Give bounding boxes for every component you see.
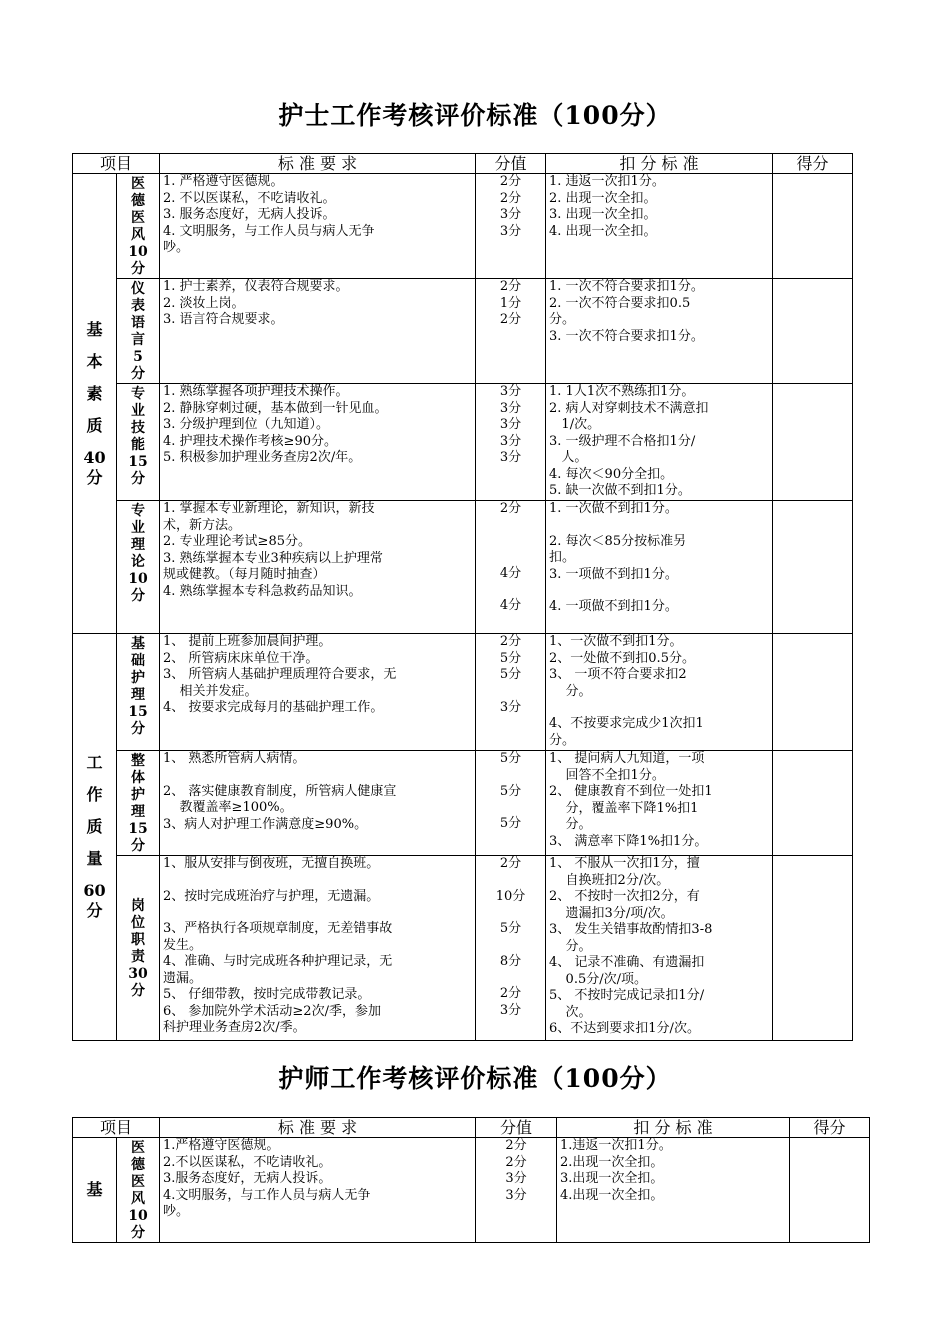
group-label-job-duties: 岗 位 职 责 30 分 — [117, 856, 160, 1041]
deduction-cell: 1、 不服从一次扣1分，擅 自换班扣2分/次。 2、 不按时一次扣2分，有 遗漏扣3分/项/次。 3、 发生关错事故酌情扣3-8 分。 4、 记录不准确、有遗漏扣 0.5分/次/项。 5、 不按时完成记录扣1分/ 次。 6、不达到要求扣1分/次。 — [546, 856, 773, 1041]
section-basic-quality: 基 本 素 质 40 分 — [73, 174, 117, 634]
score-obtained-cell[interactable] — [773, 501, 853, 634]
score-value-cell: 2分 2分 3分 3分 — [476, 1138, 557, 1243]
score-value-cell: 2分 1分 2分 — [476, 279, 546, 384]
requirements-cell: 1. 熟练掌握各项护理技术操作。 2. 静脉穿刺过硬，基本做到一针见血。 3. 分级护理到位（九知道）。 4. 护理技术操作考核≥90分。 5. 积极参加护理业务查房2次/年。 — [160, 384, 476, 501]
deduction-cell: 1. 1人1次不熟练扣1分。 2. 病人对穿刺技术不满意扣 1/次。 3. 一级护理不合格扣1分/ 人。 4. 每次＜90分全扣。 5. 缺一次做不到扣1分。 — [546, 384, 773, 501]
senior-nurse-assessment-table — [72, 1117, 870, 1243]
score-value-cell: 2分 4分 4分 — [476, 501, 546, 634]
table-header-row — [73, 1118, 870, 1138]
score-obtained-cell[interactable] — [790, 1138, 870, 1243]
table-row — [73, 501, 853, 634]
group-label-basic-nursing: 基 础 护 理 15 分 — [117, 634, 160, 751]
score-value-cell: 2分 10分 5分 8分 2分 3分 — [476, 856, 546, 1041]
requirements-cell: 1、 熟悉所管病人病情。 2、 落实健康教育制度，所管病人健康宣 教覆盖率≥100%。 3、病人对护理工作满意度≥90%。 — [160, 751, 476, 856]
header-score-value: 分值 — [476, 1118, 557, 1138]
requirements-cell: 1、服从安排与倒夜班，无擅自换班。 2、按时完成班治疗与护理，无遗漏。 3、严格执行各项规章制度，无差错事故 发生。 4、准确、与时完成班各种护理记录，无 遗漏。 5、 仔细带教，按时完成带教记录。 6、 参加院外学术活动≥2次/季，参加 科护理业务查房2次/季。 — [160, 856, 476, 1041]
header-deduction: 扣 分 标 准 — [557, 1118, 790, 1138]
table-row — [73, 634, 853, 751]
table1-title: 护士工作考核评价标准（100分） — [278, 101, 672, 130]
score-obtained-cell[interactable] — [773, 279, 853, 384]
nurse-assessment-table — [72, 153, 853, 1041]
table-header-row — [73, 154, 853, 174]
requirements-cell: 1. 严格遵守医德规。 2. 不以医谋私，不吃请收礼。 3. 服务态度好，无病人投诉。 4. 文明服务，与工作人员与病人无争 吵。 — [160, 174, 476, 279]
deduction-cell: 1. 违返一次扣1分。 2. 出现一次全扣。 3. 出现一次全扣。 4. 出现一次全扣。 — [546, 174, 773, 279]
deduction-cell: 1. 一次不符合要求扣1分。 2. 一次不符合要求扣0.5 分。 3. 一次不符合要求扣1分。 — [546, 279, 773, 384]
requirements-cell: 1. 掌握本专业新理论，新知识，新技 术，新方法。 2. 专业理论考试≥85分。 3. 熟练掌握本专业3种疾病以上护理常 规或健教。（每月随时抽查） 4. 熟练掌握本专科急救药品知识。 — [160, 501, 476, 634]
header-item: 项目 — [73, 154, 160, 174]
score-value-cell: 2分 2分 3分 3分 — [476, 174, 546, 279]
header-requirements: 标 准 要 求 — [160, 1118, 476, 1138]
score-obtained-cell[interactable] — [773, 751, 853, 856]
deduction-cell: 1、一次做不到扣1分。 2、一处做不到扣0.5分。 3、 一项不符合要求扣2 分。 4、不按要求完成少1次扣1 分。 — [546, 634, 773, 751]
table-row — [73, 384, 853, 501]
score-value-cell: 3分 3分 3分 3分 3分 — [476, 384, 546, 501]
deduction-cell: 1. 一次做不到扣1分。 2. 每次＜85分按标准另 扣。 3. 一项做不到扣1分。 4. 一项做不到扣1分。 — [546, 501, 773, 634]
requirements-cell: 1、 提前上班参加晨间护理。 2、 所管病床床单位干净。 3、 所管病人基础护理质理符合要求，无 相关并发症。 4、 按要求完成每月的基础护理工作。 — [160, 634, 476, 751]
header-score-value: 分值 — [476, 154, 546, 174]
table-row — [73, 1138, 870, 1243]
section-basic-quality: 基 — [73, 1138, 117, 1243]
requirements-cell: 1.严格遵守医德规。 2.不以医谋私，不吃请收礼。 3.服务态度好，无病人投诉。 4.文明服务，与工作人员与病人无争 吵。 — [160, 1138, 476, 1243]
header-item: 项目 — [73, 1118, 160, 1138]
score-value-cell: 2分 5分 5分 3分 — [476, 634, 546, 751]
score-value-cell: 5分 5分 5分 — [476, 751, 546, 856]
section-work-quality: 工 作 质 量 60 分 — [73, 634, 117, 1041]
score-obtained-cell[interactable] — [773, 856, 853, 1041]
header-requirements: 标 准 要 求 — [160, 154, 476, 174]
group-label-professional-skills: 专 业 技 能 15 分 — [117, 384, 160, 501]
group-label-holistic-nursing: 整 体 护 理 15 分 — [117, 751, 160, 856]
table-row — [73, 174, 853, 279]
deduction-cell: 1.违返一次扣1分。 2.出现一次全扣。 3.出现一次全扣。 4.出现一次全扣。 — [557, 1138, 790, 1243]
header-deduction: 扣 分 标 准 — [546, 154, 773, 174]
header-score-obtained: 得分 — [773, 154, 853, 174]
table-row — [73, 856, 853, 1041]
score-obtained-cell[interactable] — [773, 174, 853, 279]
header-score-obtained: 得分 — [790, 1118, 870, 1138]
group-label-medical-ethics: 医 德 医 风 10 分 — [117, 174, 160, 279]
deduction-cell: 1、 提问病人九知道，一项 回答不全扣1分。 2、 健康教育不到位一处扣1 分，覆盖率下降1%扣1 分。 3、 满意率下降1%扣1分。 — [546, 751, 773, 856]
group-label-medical-ethics: 医 德 医 风 10 分 — [117, 1138, 160, 1243]
group-label-appearance-language: 仪 表 语 言 5 分 — [117, 279, 160, 384]
score-obtained-cell[interactable] — [773, 384, 853, 501]
table2-title: 护师工作考核评价标准（100分） — [278, 1064, 672, 1093]
table-row — [73, 279, 853, 384]
score-obtained-cell[interactable] — [773, 634, 853, 751]
table-row — [73, 751, 853, 856]
group-label-professional-theory: 专 业 理 论 10 分 — [117, 501, 160, 634]
requirements-cell: 1. 护士素养，仪表符合规要求。 2. 淡妆上岗。 3. 语言符合规要求。 — [160, 279, 476, 384]
